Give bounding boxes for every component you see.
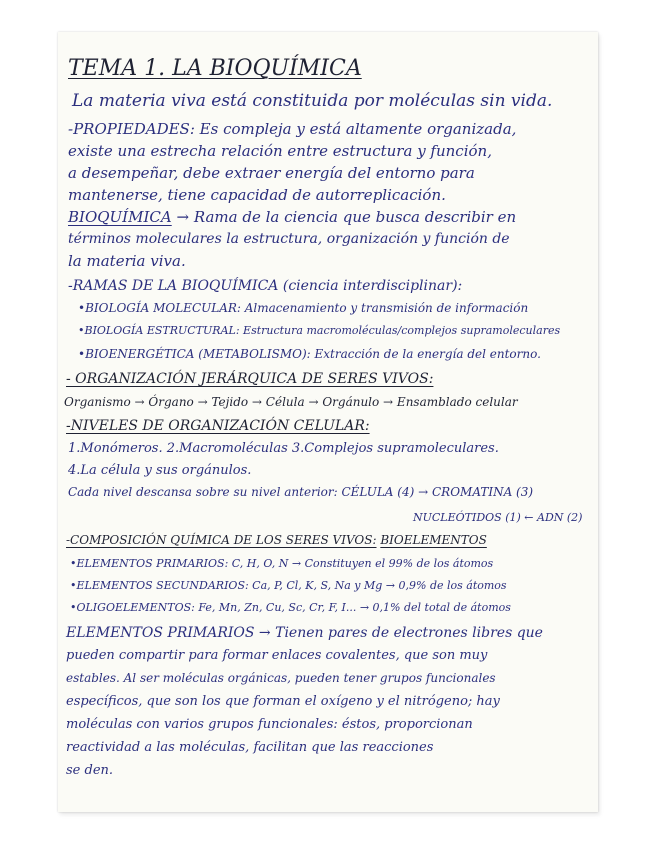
intro-line: La materia viva está constituida por moléculas sin vida.: [72, 91, 553, 111]
primarios-term: ELEMENTOS PRIMARIOS: [66, 625, 255, 641]
primarios-definition-start: → Tienen pares de electrones libres que: [254, 625, 543, 641]
ramas-item-estructural: •BIOLOGÍA ESTRUCTURAL: Estructura macromoléculas/complejos supramoleculares: [78, 324, 561, 337]
propiedades-line-2: existe una estrecha relación entre estructura y función,: [68, 142, 492, 160]
composicion-heading: [66, 534, 487, 546]
propiedades-line-1: -PROPIEDADES: Es compleja y está altamente organizada,: [68, 120, 517, 138]
niveles-line-1: 1.Monómeros. 2.Macromoléculas 3.Complejos supramoleculares.: [68, 441, 499, 456]
composicion-heading-main: -COMPOSICIÓN QUÍMICA DE LOS SERES VIVOS:: [66, 533, 377, 547]
primarios-line-2: pueden compartir para formar enlaces covalentes, que son muy: [66, 648, 488, 663]
composicion-item-primarios: •ELEMENTOS PRIMARIOS: C, H, O, N → Constituyen el 99% de los átomos: [70, 557, 494, 570]
composicion-item-oligoelementos: •OLIGOELEMENTOS: Fe, Mn, Zn, Cu, Sc, Cr, F, I... → 0,1% del total de átomos: [70, 601, 511, 614]
niveles-line-2: 4.La célula y sus orgánulos.: [68, 463, 252, 478]
organizacion-heading: - ORGANIZACIÓN JERÁRQUICA DE SERES VIVOS:: [66, 371, 434, 387]
ramas-heading: -RAMAS DE LA BIOQUÍMICA (ciencia interdisciplinar):: [68, 278, 463, 294]
composicion-item-secundarios: •ELEMENTOS SECUNDARIOS: Ca, P, Cl, K, S, Na y Mg → 0,9% de los átomos: [70, 579, 507, 592]
primarios-line-3: estables. Al ser moléculas orgánicas, pueden tener grupos funcionales: [66, 671, 496, 685]
primarios-line-7: se den.: [66, 763, 114, 778]
ramas-item-molecular: •BIOLOGÍA MOLECULAR: Almacenamiento y transmisión de información: [78, 301, 529, 315]
bioquimica-definition-line-1: [68, 210, 516, 225]
primarios-line-4: específicos, que son los que forman el oxígeno y el nitrógeno; hay: [66, 694, 500, 709]
bioquimica-definition-start: → Rama de la ciencia que busca describir en: [171, 208, 517, 226]
niveles-line-4: NUCLEÓTIDOS (1) ← ADN (2): [413, 511, 583, 524]
propiedades-line-3: a desempeñar, debe extraer energía del entorno para: [68, 164, 475, 182]
notebook-page: [58, 32, 598, 812]
composicion-heading-bioelementos: BIOELEMENTOS: [380, 533, 487, 547]
ramas-item-bioenergetica: •BIOENERGÉTICA (METABOLISMO): Extracción de la energía del entorno.: [78, 347, 541, 361]
page-title: TEMA 1. LA BIOQUÍMICA: [68, 56, 362, 81]
bioquimica-definition-line-3: la materia viva.: [68, 252, 186, 270]
propiedades-line-4: mantenerse, tiene capacidad de autorreplicación.: [68, 186, 446, 204]
niveles-line-3: Cada nivel descansa sobre su nivel anterior: CÉLULA (4) → CROMATINA (3): [68, 485, 534, 499]
bioquimica-term: BIOQUÍMICA: [68, 208, 172, 226]
organizacion-chain: Organismo → Órgano → Tejido → Célula → Orgánulo → Ensamblado celular: [64, 395, 518, 409]
primarios-line-1: [66, 626, 543, 640]
bioquimica-definition-line-2: términos moleculares la estructura, organización y función de: [68, 231, 510, 247]
primarios-line-5: moléculas con varios grupos funcionales: éstos, proporcionan: [66, 717, 473, 732]
niveles-heading: -NIVELES DE ORGANIZACIÓN CELULAR:: [66, 418, 370, 434]
primarios-line-6: reactividad a las moléculas, facilitan que las reacciones: [66, 740, 434, 755]
